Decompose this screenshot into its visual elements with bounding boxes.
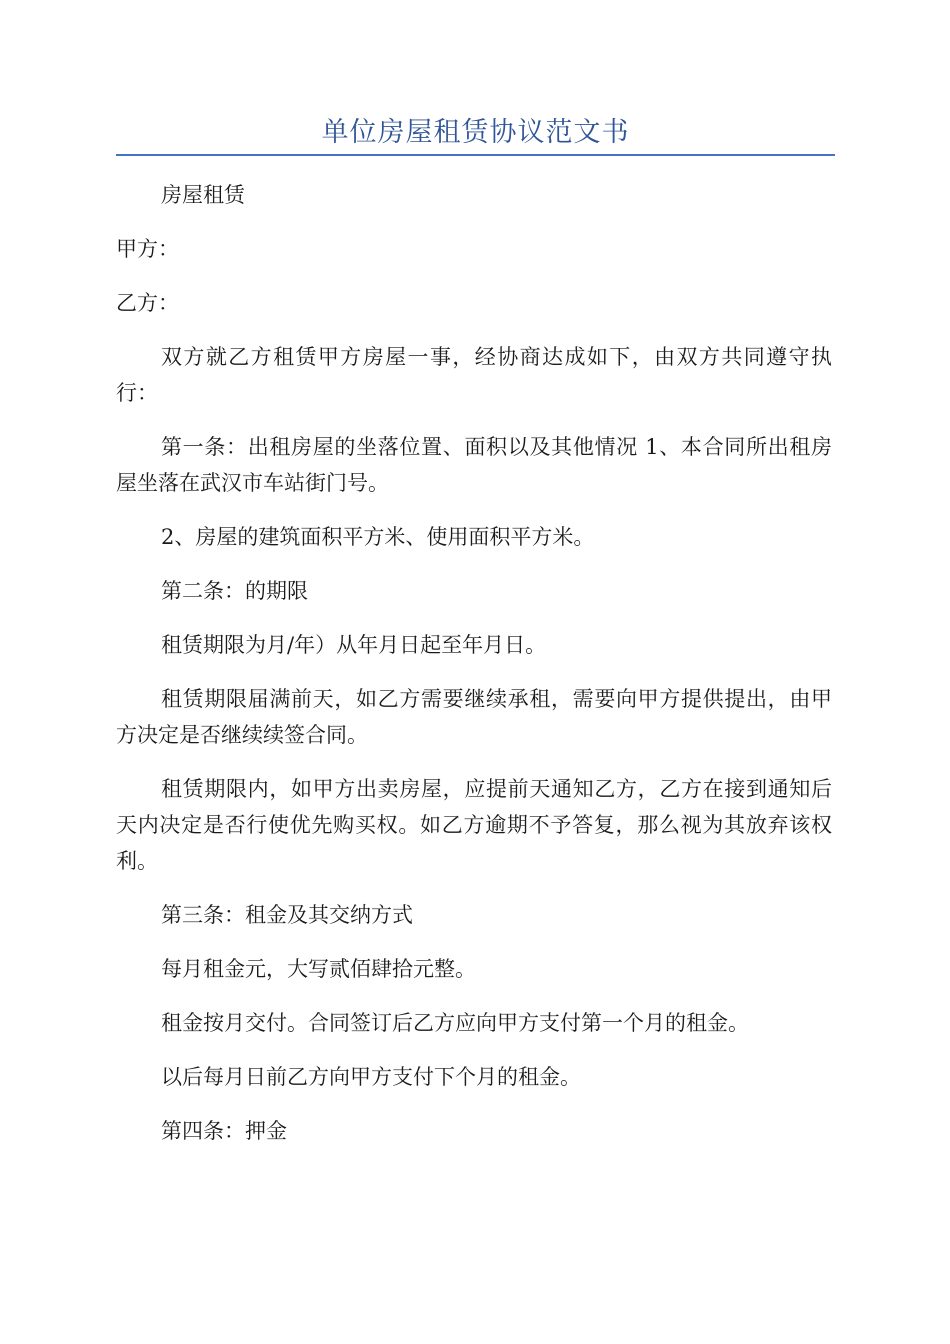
- document-title: 单位房屋租赁协议范文书: [321, 117, 630, 148]
- paragraph-article-3: 第三条：租金及其交纳方式: [161, 903, 413, 927]
- paragraph-renewal: 租赁期限届满前天，如乙方需要继续承租，需要向甲方提供提出，由甲方决定是否继续续签合同。: [116, 687, 832, 747]
- paragraph-article-4: 第四条：押金: [161, 1119, 287, 1143]
- paragraph-rent-payment: 租金按月交付。合同签订后乙方应向甲方支付第一个月的租金。: [161, 1011, 749, 1035]
- paragraph-preamble: 双方就乙方租赁甲方房屋一事，经协商达成如下，由双方共同遵守执行：: [116, 345, 832, 405]
- paragraph-article-1-area: 2、房屋的建筑面积平方米、使用面积平方米。: [161, 525, 595, 549]
- paragraph-subsequent-rent: 以后每月日前乙方向甲方支付下个月的租金。: [161, 1065, 581, 1089]
- paragraph-lease-term: 租赁期限为月/年）从年月日起至年月日。: [161, 633, 547, 657]
- paragraph-party-a: 甲方：: [116, 237, 179, 261]
- paragraph-article-2: 第二条：的期限: [161, 579, 308, 603]
- title-underline: [116, 154, 835, 156]
- paragraph-preemptive-right: 租赁期限内，如甲方出卖房屋，应提前天通知乙方，乙方在接到通知后天内决定是否行使优先购买权。如乙方逾期不予答复，那么视为其放弃该权利。: [116, 777, 832, 873]
- paragraph-heading-housing-lease: 房屋租赁: [161, 183, 245, 207]
- paragraph-party-b: 乙方：: [116, 291, 179, 315]
- document-body: [116, 177, 832, 1167]
- paragraph-monthly-rent: 每月租金元，大写贰佰肆拾元整。: [161, 957, 476, 981]
- paragraph-article-1: 第一条：出租房屋的坐落位置、面积以及其他情况 1、本合同所出租房屋坐落在武汉市车站街门号。: [116, 435, 832, 495]
